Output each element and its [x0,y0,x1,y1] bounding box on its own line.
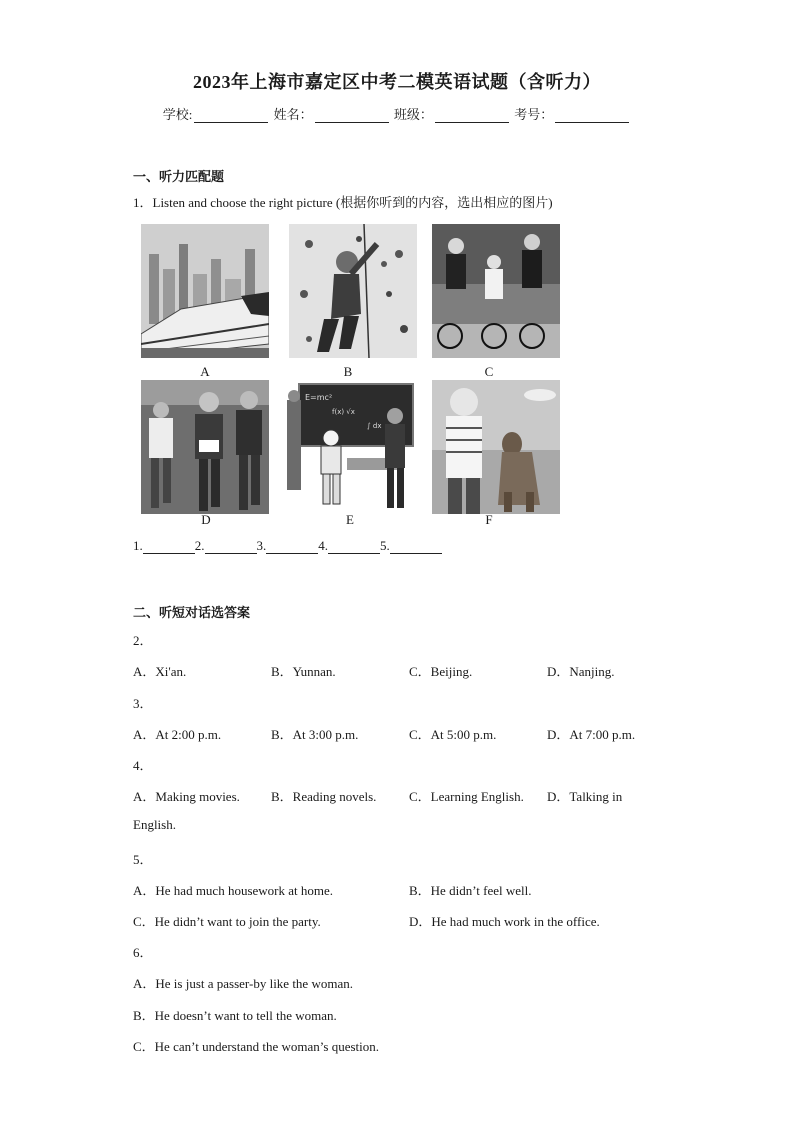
option-a[interactable]: A．He had much housework at home. [133,883,334,898]
answer-blank-1[interactable] [143,542,195,554]
picture-b-label: B [343,364,353,379]
train-image [141,224,269,358]
option-c[interactable]: C．Beijing. [409,664,473,679]
option-d[interactable]: D．At 7:00 p.m. [547,727,636,742]
question-number: 3． [133,696,153,711]
question-number: 4． [133,758,153,773]
question-options [133,911,673,929]
picture-d-label: D [201,512,211,527]
picture-c-label: C [484,364,494,379]
picture-f [432,380,560,514]
question-number: 6． [133,945,153,960]
number-label: 考号： [514,107,554,122]
option-d[interactable]: D．Talking in [547,789,623,804]
question-options [133,786,673,804]
cycling-image [432,224,560,358]
section2-heading: 二、听短对话选答案 [133,605,251,620]
climbing-image [289,224,417,358]
answer-line [133,538,442,554]
option-b[interactable]: B．Yunnan. [271,664,336,679]
student-info-line [0,104,794,123]
answer-label-2: 2. [194,538,205,553]
answer-label-1: 1. [133,538,143,553]
answer-blank-2[interactable] [205,542,257,554]
option-c[interactable]: C．He can’t understand the woman’s question. [133,1039,379,1054]
svg-text:∫ dx: ∫ dx [367,422,382,430]
question-number: 5． [133,852,153,867]
question1-instruction: 1．Listen and choose the right picture (根据你听到的内容，选出相应的图片) [133,195,553,210]
option-b[interactable]: B．At 3:00 p.m. [271,727,359,742]
option-b[interactable]: B．He didn’t feel well. [409,883,532,898]
option-c[interactable]: C．He didn’t want to join the party. [133,914,321,929]
svg-text:E=mc²: E=mc² [305,393,333,402]
picture-f-label: F [485,512,493,527]
option-a[interactable]: A．He is just a passer-by like the woman. [133,976,353,991]
option-b[interactable]: B．He doesn’t want to tell the woman. [133,1008,337,1023]
boy-dog-image [432,380,560,514]
question-options [133,880,673,898]
question-options [133,724,673,742]
picture-e-label: E [346,512,354,527]
name-blank[interactable] [315,110,389,123]
question-number: 2． [133,633,153,648]
running-image [141,380,269,514]
svg-text:f(x) √x: f(x) √x [332,408,355,416]
class-blank[interactable] [435,110,509,123]
picture-a [141,224,269,358]
robot-classroom-image [287,380,415,514]
picture-b [289,224,417,358]
class-label: 班级： [393,107,433,122]
school-label: 学校: [162,107,193,122]
answer-label-5: 5. [380,538,390,553]
option-a[interactable]: A．At 2:00 p.m. [133,727,222,742]
option-d[interactable]: D．He had much work in the office. [409,914,600,929]
school-blank[interactable] [194,110,268,123]
option-c[interactable]: C．At 5:00 p.m. [409,727,497,742]
question-options [133,661,673,679]
answer-blank-3[interactable] [266,542,318,554]
section1-heading: 一、听力匹配题 [133,169,225,184]
answer-label-4: 4. [318,538,328,553]
option-a[interactable]: A．Making movies. [133,789,240,804]
option-c[interactable]: C．Learning English. [409,789,524,804]
picture-d [141,380,269,514]
name-label: 姓名： [273,107,313,122]
answer-label-3: 3. [256,538,267,553]
number-blank[interactable] [555,110,629,123]
picture-e [287,380,415,514]
option-d[interactable]: D．Nanjing. [547,664,615,679]
answer-blank-4[interactable] [328,542,380,554]
picture-a-label: A [200,364,210,379]
option-a[interactable]: A．Xi'an. [133,664,187,679]
answer-blank-5[interactable] [390,542,442,554]
option-b[interactable]: B．Reading novels. [271,789,377,804]
page-title: 2023年上海市嘉定区中考二模英语试题（含听力） [193,72,601,92]
picture-c [432,224,560,358]
option-d-continuation: English. [133,817,176,832]
